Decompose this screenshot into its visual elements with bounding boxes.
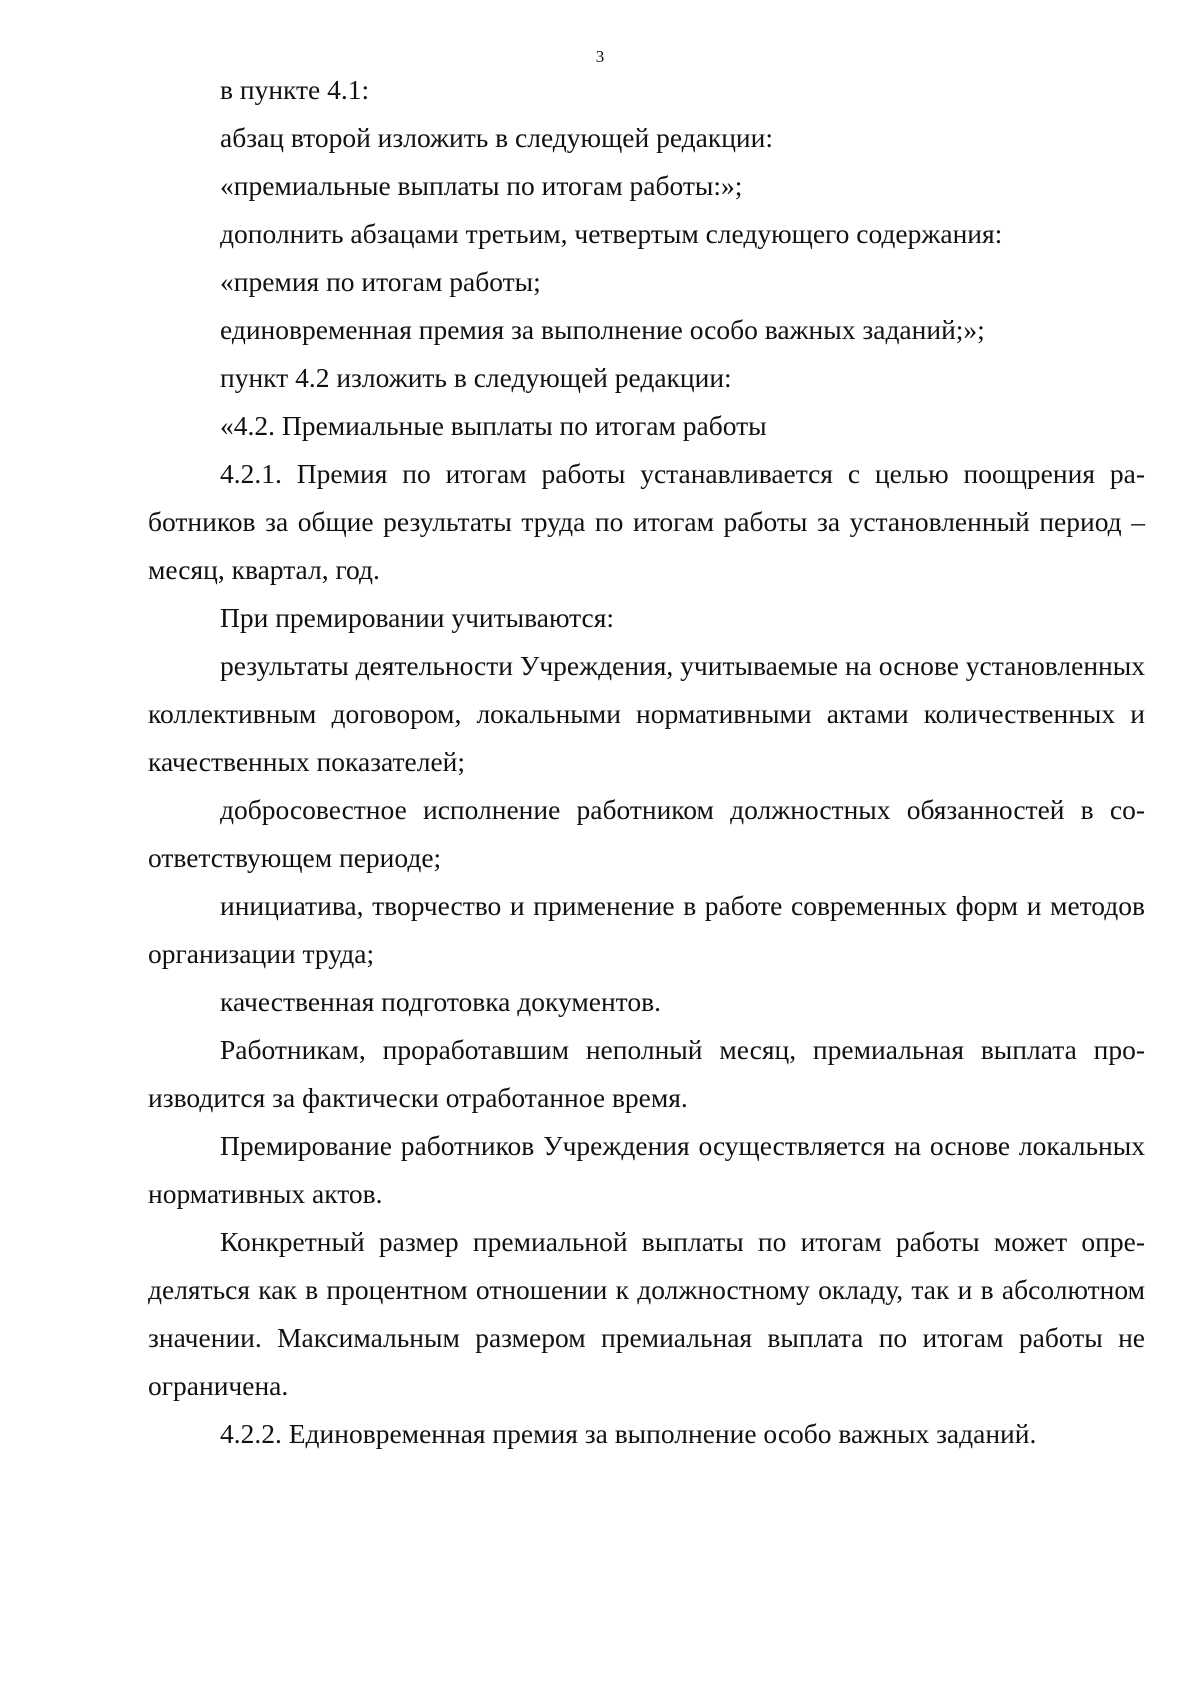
- paragraph: «премиальные выплаты по итогам работы:»;: [220, 170, 743, 201]
- paragraph: Конкретный размер премиальной выплаты по итогам работы может определяться как в процентном отношении к должностному окладу, так и в абсолютном значении. Максимальным размером премиальная выплата по итогам работы не ограничена.: [148, 1226, 1145, 1401]
- paragraph: добросовестное исполнение работником должностных обязанностей в соответствующем периоде;: [148, 794, 1145, 873]
- paragraph: При премировании учитываются:: [220, 602, 614, 633]
- paragraph: 4.2.1. Премия по итогам работы устанавливается с целью поощрения работников за общие результаты труда по итогам работы за установленный период – месяц, квартал, год.: [148, 458, 1145, 585]
- paragraph: 4.2.2. Единовременная премия за выполнение особо важных заданий.: [220, 1418, 1037, 1449]
- paragraph: качественная подготовка документов.: [220, 986, 661, 1017]
- paragraph: результаты деятельности Учреждения, учитываемые на основе установленных коллективным договором, локальными нормативными актами количественных и качественных показателей;: [148, 650, 1145, 777]
- document-body: [148, 66, 1145, 1458]
- paragraph: «премия по итогам работы;: [220, 266, 541, 297]
- paragraph: единовременная премия за выполнение особо важных заданий;»;: [220, 314, 985, 345]
- paragraph: абзац второй изложить в следующей редакции:: [220, 122, 774, 153]
- paragraph: Премирование работников Учреждения осуществляется на основе локальных нормативных актов.: [148, 1130, 1145, 1209]
- paragraph: Работникам, проработавшим неполный месяц, премиальная выплата производится за фактически отработанное время.: [148, 1034, 1145, 1113]
- paragraph: дополнить абзацами третьим, четвертым следующего содержания:: [220, 218, 1003, 249]
- paragraph: «4.2. Премиальные выплаты по итогам работы: [220, 410, 767, 441]
- paragraph: пункт 4.2 изложить в следующей редакции:: [220, 362, 732, 393]
- paragraph: инициатива, творчество и применение в работе современных форм и методов организации труда;: [148, 890, 1145, 969]
- paragraph: в пункте 4.1:: [220, 74, 370, 105]
- page-number: 3: [595, 47, 605, 66]
